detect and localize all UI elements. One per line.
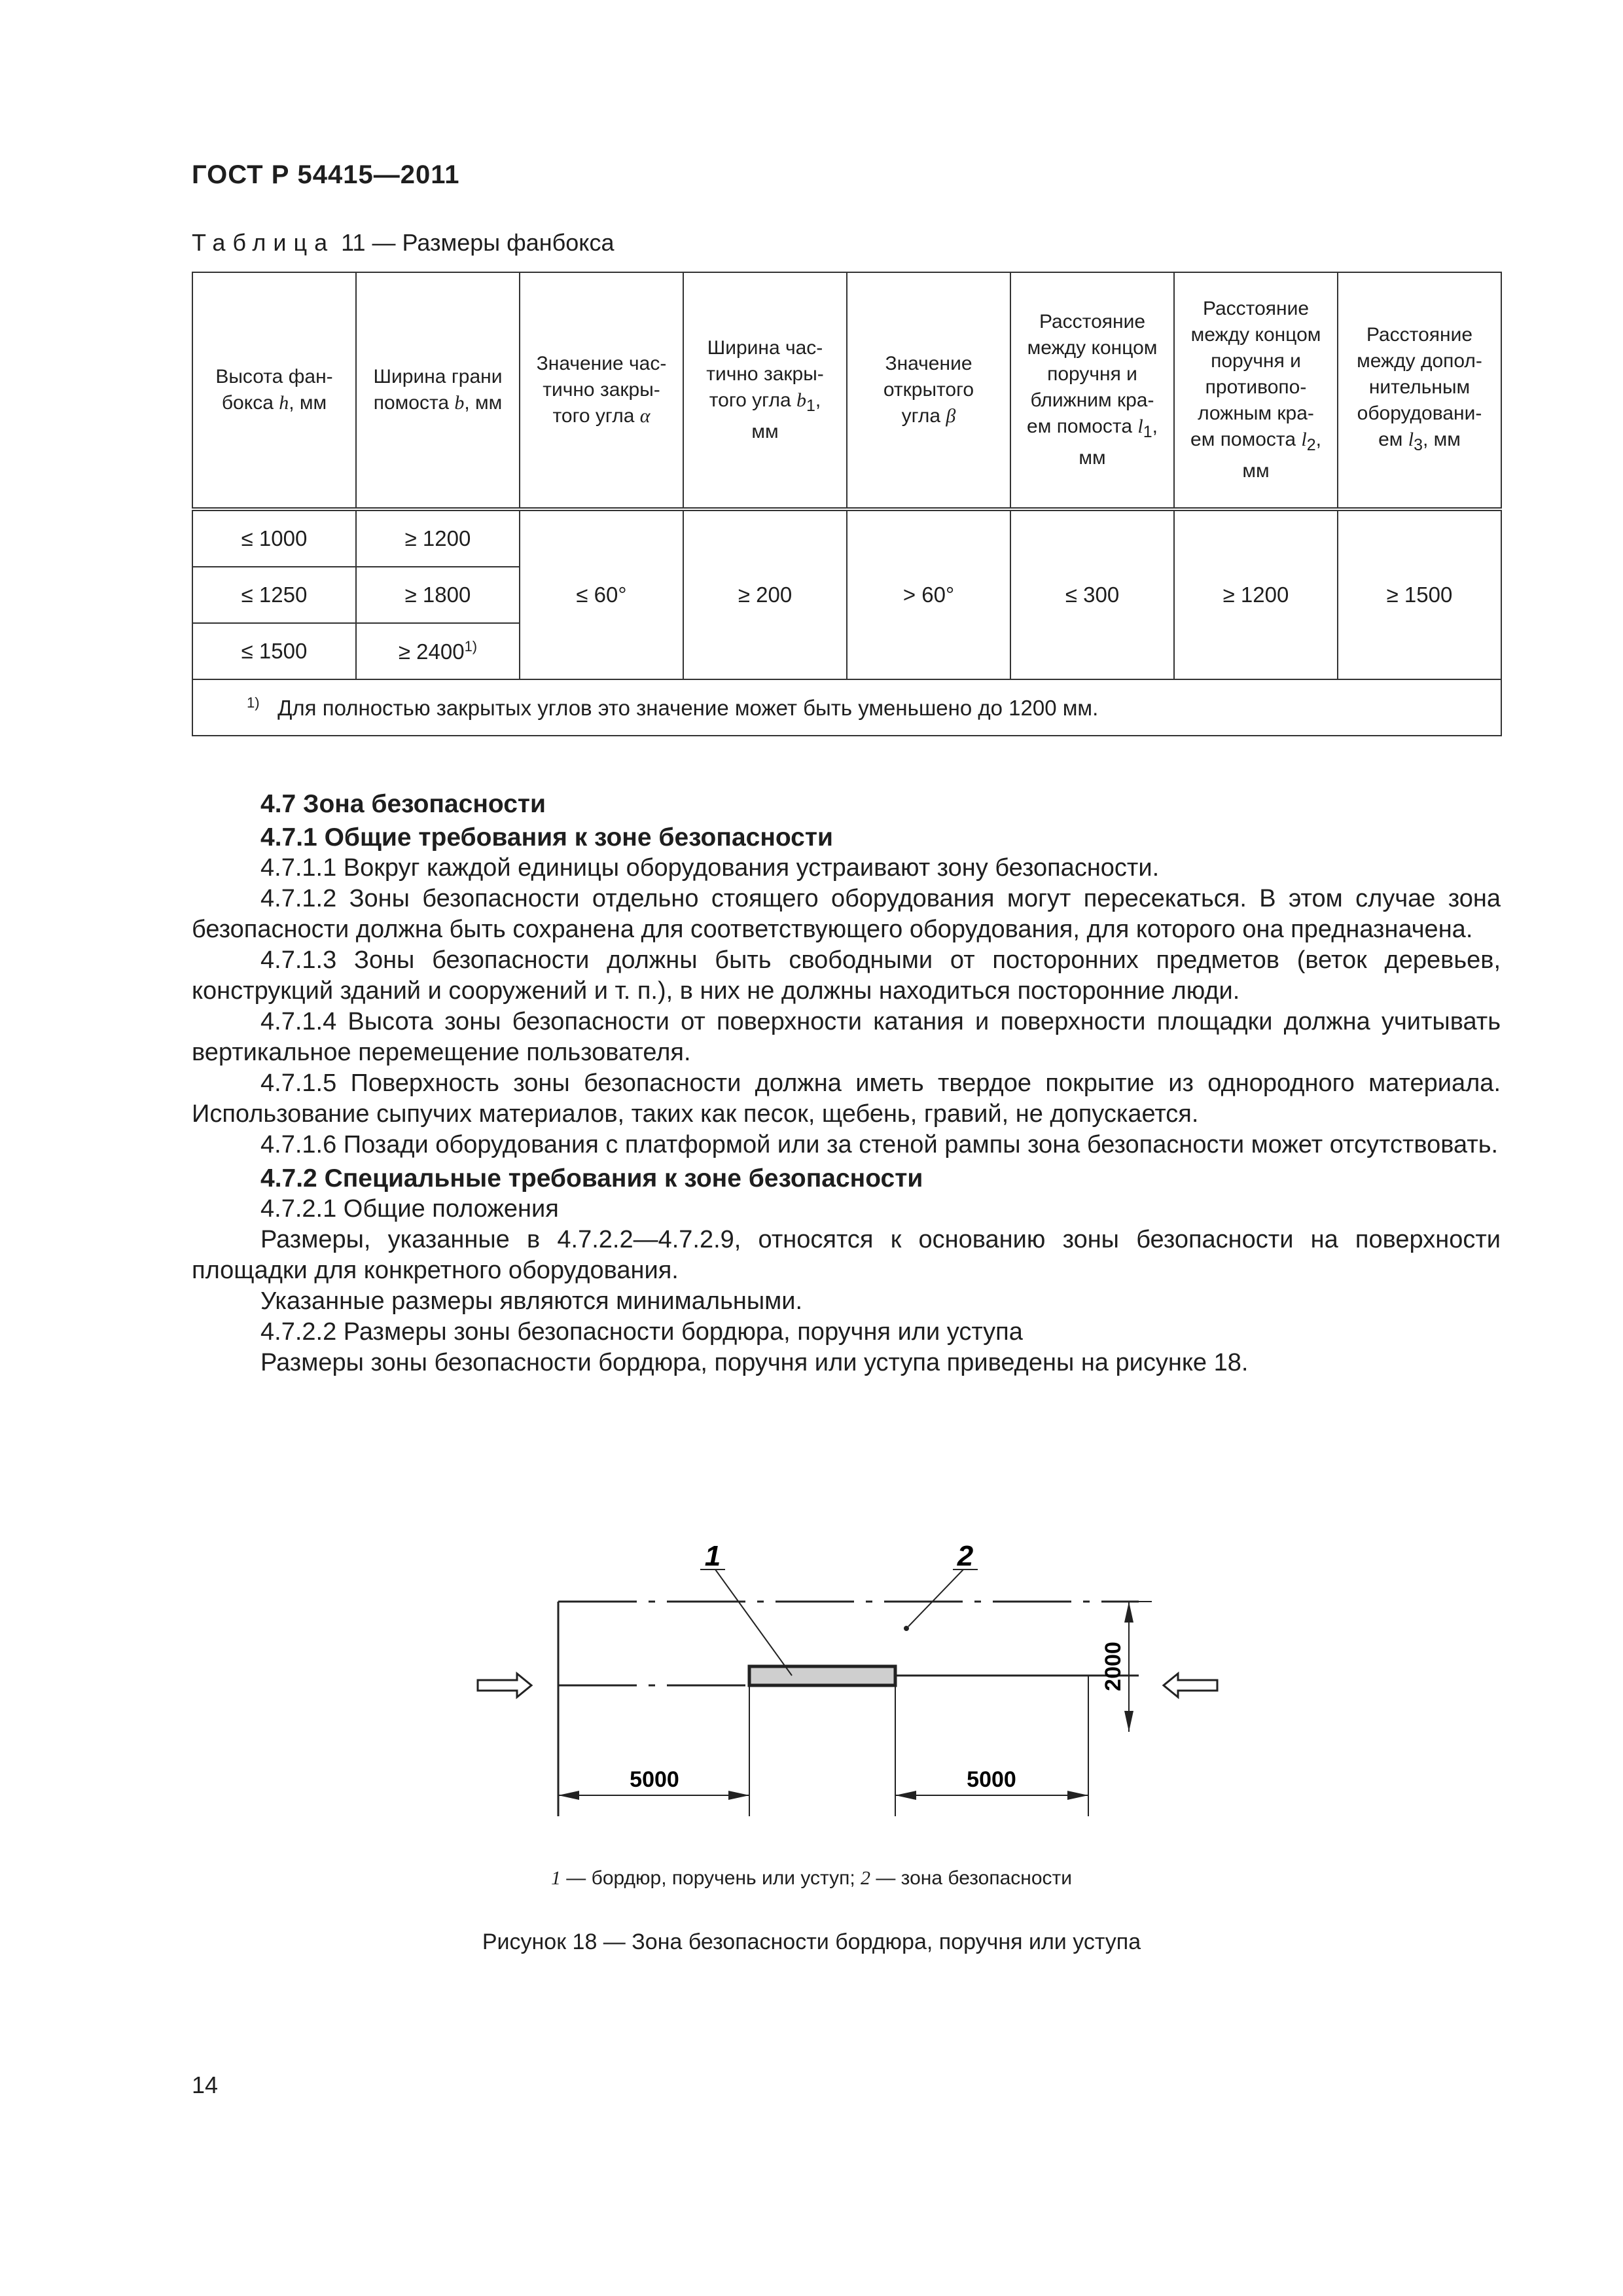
paragraph-4-7-2-2: 4.7.2.2 Размеры зоны безопасности бордюра, поручня или уступа [260,1318,1023,1346]
cell-beta: > 60° [847,509,1010,679]
dim-arrowhead [895,1791,916,1800]
dimension-label-right: 5000 [967,1767,1016,1792]
section-heading-4-7-1: 4.7.1 Общие требования к зоне безопасности [260,823,833,852]
direction-arrow-right [1164,1674,1217,1697]
paragraph-4-7-1-2: 4.7.1.2 Зоны безопасности отдельно стоящего оборудования могут пересекаться. В этом случае зона безопасности должна быть сохранена для соответствующего оборудования, для которого она предназначена. [192,885,1501,943]
figure-caption: Рисунок 18 — Зона безопасности бордюра, поручня или уступа [482,1929,1141,1954]
figure-legend: 1 — бордюр, поручень или уступ; 2 — зона безопасности [550,1867,1073,1889]
paragraph-4-7-2-1-note: Указанные размеры являются минимальными. [260,1287,803,1315]
cell-width: ≥ $2400^{1)}$ [356,623,520,679]
dim-arrowhead [1124,1602,1133,1623]
dimension-label-height: 2000 [1101,1641,1126,1691]
leader-line-2 [908,1570,963,1626]
col-header-beta: Значение открытого угла β [847,272,1010,509]
figure-label-2: 2 [957,1540,974,1572]
paragraph-4-7-2-1-text: Размеры, указанные в 4.7.2.2—4.7.2.9, относятся к основанию зоны безопасности на поверхности площадки для конкретного оборудования. [192,1226,1501,1284]
cell-height: ≤ 1250 [192,567,356,623]
cell-l2: ≥ 1200 [1174,509,1338,679]
paragraph-4-7-1-6: 4.7.1.6 Позади оборудования с платформой или за стеной рампы зона безопасности может отсутствовать. [260,1131,1499,1158]
cell-alpha: ≤ 60° [520,509,683,679]
col-header-b1: Ширина час- тично закры- того угла $b_1$, мм [683,272,847,509]
table-caption-title: 11 — Размеры фанбокса [334,229,615,256]
dim-arrowhead [1067,1791,1088,1800]
paragraph-4-7-2-2-text: Размеры зоны безопасности бордюра, поручня или уступа приведены на рисунке 18. [260,1349,1249,1376]
col-header-l3: Расстояние между допол- нительным оборудовани- ем $l_3$, мм [1338,272,1501,509]
document-header: ГОСТ Р 54415—2011 [192,160,460,189]
section-heading-4-7-2: 4.7.2 Специальные требования к зоне безопасности [260,1164,923,1193]
zone-marker-dot [904,1626,909,1631]
col-header-height: Высота фан- бокса h, мм [192,272,356,509]
col-header-alpha: Значение час- тично закры- того угла α [520,272,683,509]
direction-arrow-left [478,1674,531,1697]
cell-height: ≤ 1000 [192,509,356,567]
figure-label-1: 1 [704,1540,721,1572]
paragraph-4-7-1-5: 4.7.1.5 Поверхность зоны безопасности должна иметь твердое покрытие из однородного материала. Использование сыпучих материалов, таких как песок, щебень, гравий, не допускается. [192,1069,1501,1128]
col-header-l1: Расстояние между концом поручня и ближним кра- ем помоста $l_1$, мм [1010,272,1174,509]
paragraph-4-7-1-1: 4.7.1.1 Вокруг каждой единицы оборудования устраивают зону безопасности. [260,854,1160,882]
cell-l3: ≥ 1500 [1338,509,1501,679]
page-number: 14 [192,2072,219,2098]
paragraph-4-7-1-3: 4.7.1.3 Зоны безопасности должны быть свободными от посторонних предметов (веток деревьев, конструкций зданий и сооружений и т. п.), в них не должны находиться посторонние люди. [192,946,1501,1005]
col-header-l2: Расстояние между концом поручня и противопо- ложным кра- ем помоста $l_2$, мм [1174,272,1338,509]
cell-height: ≤ 1500 [192,623,356,679]
dim-arrowhead [558,1791,579,1800]
cell-b1: ≥ 200 [683,509,847,679]
dimension-label-left: 5000 [630,1767,679,1792]
table-caption-prefix: Таблица [192,229,335,256]
dim-arrowhead [728,1791,749,1800]
section-heading-4-7: 4.7 Зона безопасности [260,790,546,818]
paragraph-4-7-1-4: 4.7.1.4 Высота зоны безопасности от поверхности катания и поверхности площадки должна учитывать вертикальное перемещение пользователя. [192,1008,1501,1066]
cell-l1: ≤ 300 [1010,509,1174,679]
dim-arrowhead [1124,1711,1133,1732]
footnote-ref: 1) [464,638,478,655]
leader-line-1 [715,1570,792,1676]
cell-width: ≥ 1200 [356,509,520,567]
table-footnote: $^{1)}$ Для полностью закрытых углов это значение может быть уменьшено до 1200 мм. [192,679,1501,736]
cell-width: ≥ 1800 [356,567,520,623]
col-header-width: Ширина грани помоста b, мм [356,272,520,509]
curb-element [749,1666,895,1685]
paragraph-4-7-2-1: 4.7.2.1 Общие положения [260,1195,559,1223]
